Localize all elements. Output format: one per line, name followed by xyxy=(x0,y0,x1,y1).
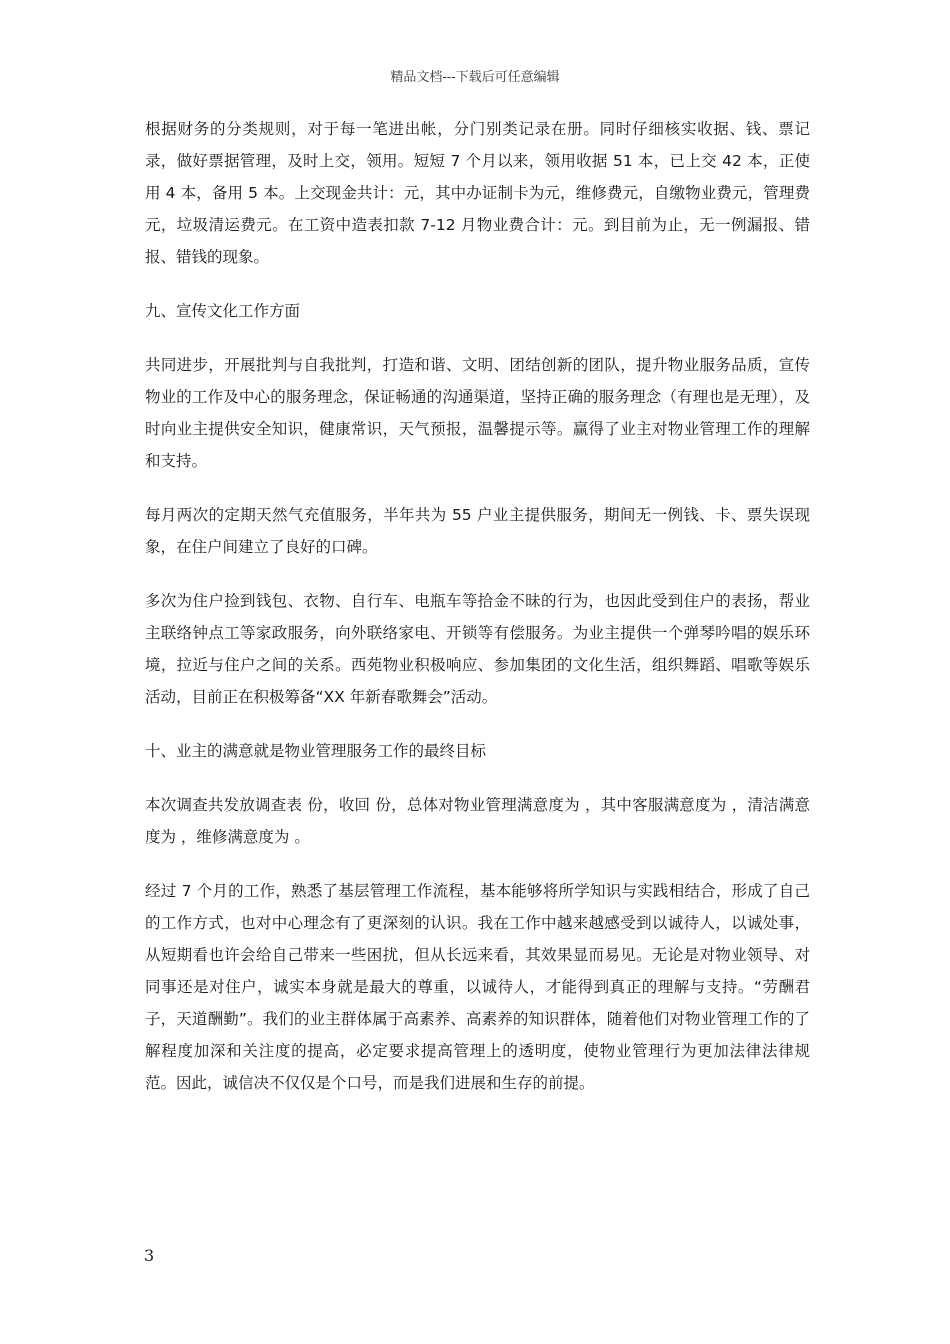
paragraph-finance-records: 根据财务的分类规则，对于每一笔进出帐，分门别类记录在册。同时仔细核实收据、钱、票记录，做好票据管理，及时上交，领用。短短 7 个月以来，领用收据 51 本，已上交 42 本，正使用 4 本，备用 5 本。上交现金共计：元，其中办证制卡为元，维修费元，自缴物业费元，管理费元，垃圾清运费元。在工资中造表扣款 7-12 月物业费合计：元。到目前为止，无一例漏报、错报、错钱的现象。 xyxy=(145,120,810,266)
paragraph-publicity-culture: 共同进步，开展批判与自我批判，打造和谐、文明、团结创新的团队，提升物业服务品质，宣传物业的工作及中心的服务理念，保证畅通的沟通渠道，坚持正确的服务理念（有理也是无理），及时向业主提供安全知识，健康常识，天气预报，温馨提示等。赢得了业主对物业管理工作的理解和支持。 xyxy=(145,356,810,470)
section-heading-satisfaction: 十、业主的满意就是物业管理服务工作的最终目标 xyxy=(145,742,487,760)
document-header: 精品文档---下载后可任意编辑 xyxy=(390,70,560,85)
document-body xyxy=(145,113,810,1121)
section-heading-publicity: 九、宣传文化工作方面 xyxy=(145,302,301,320)
paragraph-summary: 经过 7 个月的工作，熟悉了基层管理工作流程，基本能够将所学知识与实践相结合，形成了自己的工作方式，也对中心理念有了更深刻的认识。我在工作中越来越感受到以诚待人，以诚处事，从短期看也许会给自己带来一些困扰，但从长远来看，其效果显而易见。无论是对物业领导、对同事还是对住户，诚实本身就是最大的尊重，以诚待人，才能得到真正的理解与支持。“劳酬君子，天道酬勤”。我们的业主群体属于高素养、高素养的知识群体，随着他们对物业管理工作的了解程度加深和关注度的提高，必定要求提高管理上的透明度，使物业管理行为更加法律法律规范。因此，诚信决不仅仅是个口号，而是我们进展和生存的前提。 xyxy=(145,882,810,1092)
paragraph-good-deeds: 多次为住户捡到钱包、衣物、自行车、电瓶车等拾金不昧的行为，也因此受到住户的表扬，帮业主联络钟点工等家政服务，向外联络家电、开锁等有偿服务。为业主提供一个弹琴吟唱的娱乐环境，拉近与住户之间的关系。西苑物业积极响应、参加集团的文化生活，组织舞蹈、唱歌等娱乐活动，目前正在积极筹备“XX 年新春歌舞会”活动。 xyxy=(145,592,810,706)
paragraph-gas-service: 每月两次的定期天然气充值服务，半年共为 55 户业主提供服务，期间无一例钱、卡、票失误现象，在住户间建立了良好的口碑。 xyxy=(145,506,810,556)
page-number: 3 xyxy=(144,1246,155,1265)
paragraph-survey: 本次调查共发放调查表 份，收回 份，总体对物业管理满意度为 ，其中客服满意度为 ，清洁满意度为 ，维修满意度为 。 xyxy=(145,796,810,846)
